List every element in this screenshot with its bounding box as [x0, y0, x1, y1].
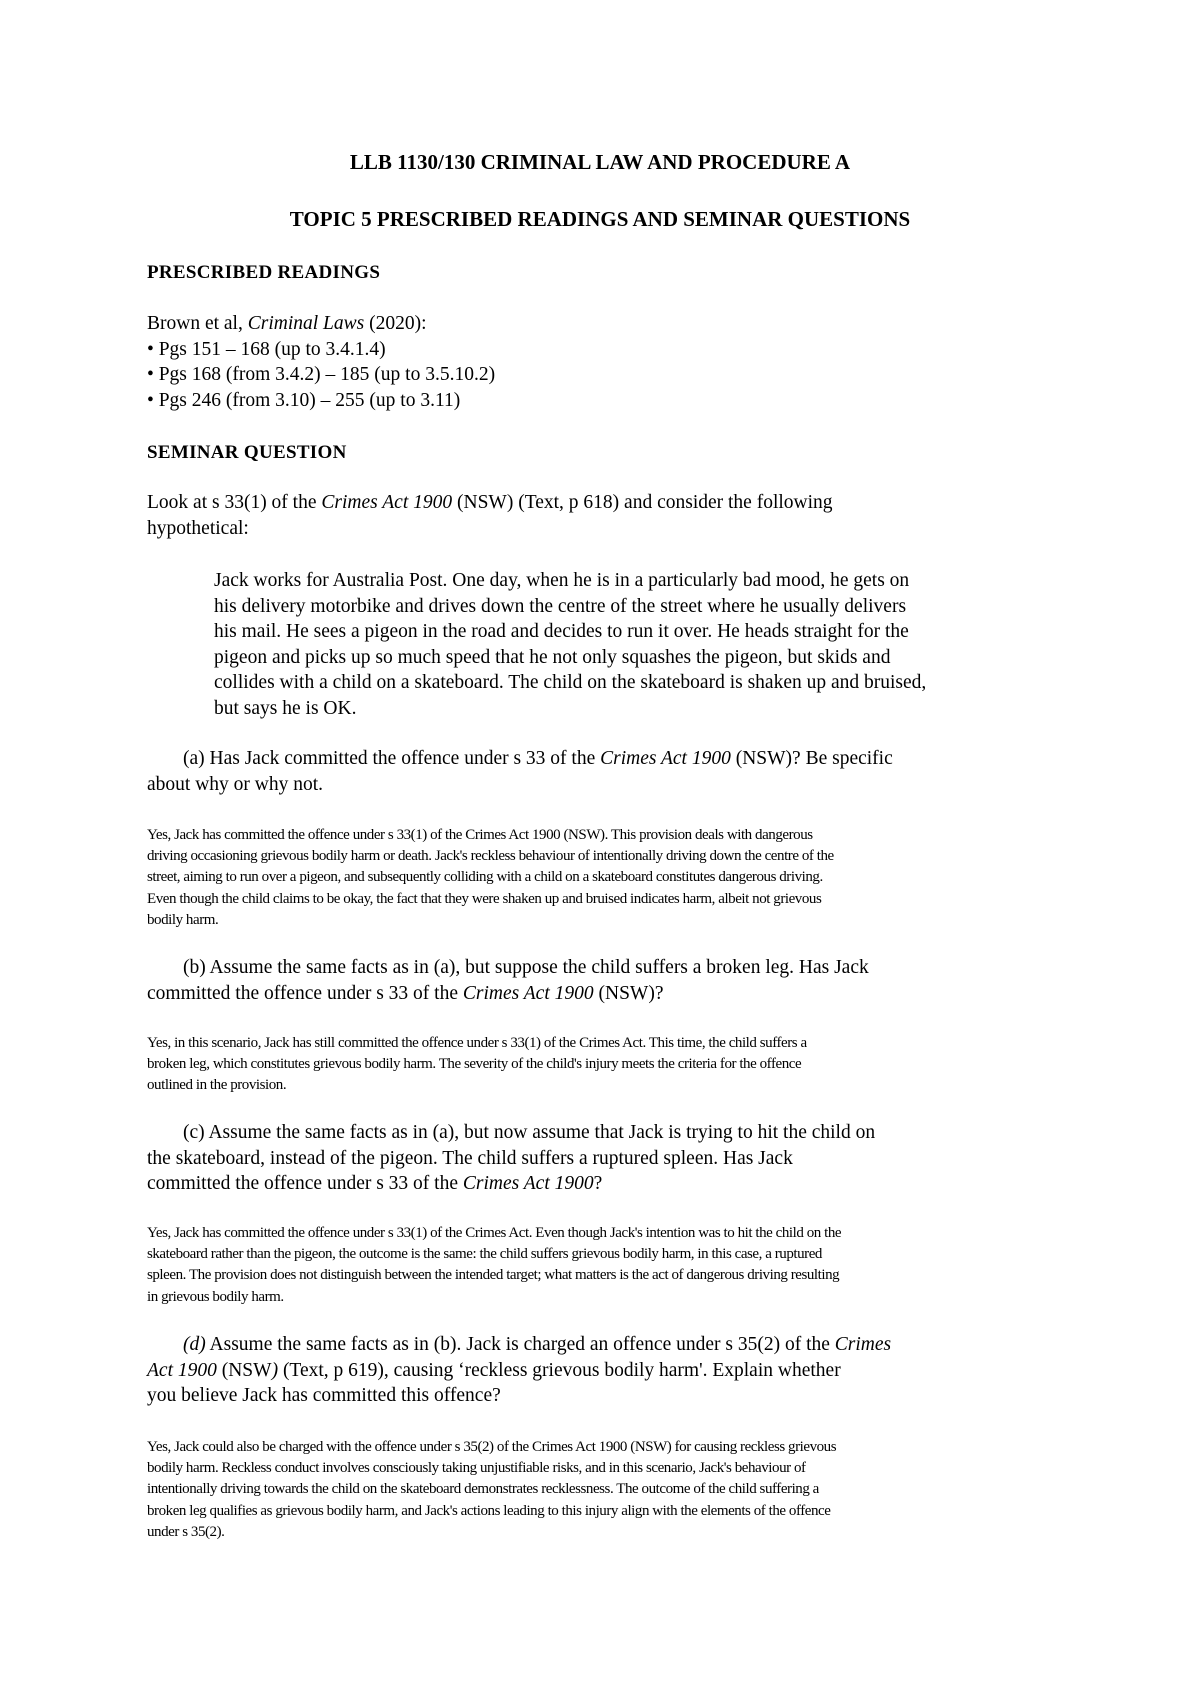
- readings-source: Brown et al, Criminal Laws (2020):: [147, 313, 427, 334]
- question-b: (b) Assume the same facts as in (a), but suppose the child suffers a broken leg. Has Jack committed the offence under s 33 of the Crimes Act 1900 (NSW)?: [147, 957, 869, 1004]
- question-c: (c) Assume the same facts as in (a), but now assume that Jack is trying to hit the child on the skateboard, instead of the pigeon. The child suffers a ruptured spleen. Has Jack committed the offence under s 33 of the Crimes Act 1900?: [147, 1122, 876, 1194]
- question-a: (a) Has Jack committed the offence under s 33 of the Crimes Act 1900 (NSW)? Be specific about why or why not.: [147, 748, 893, 795]
- readings-list: [147, 311, 495, 413]
- answer-a: Yes, Jack has committed the offence under s 33(1) of the Crimes Act 1900 (NSW). This provision deals with dangerous driving occasioning grievous bodily harm or death. Jack's reckless behaviour of intentionally driving down the centre of the street, aiming to run over a pigeon, and subsequently colliding with a child on a skateboard constitutes dangerous driving. Even though the child claims to be okay, the fact that they were shaken up and bruised indicates harm, albeit not grievous bodily harm.: [147, 827, 834, 928]
- seminar-question-heading: SEMINAR QUESTION: [147, 442, 347, 463]
- document-subtitle: TOPIC 5 PRESCRIBED READINGS AND SEMINAR QUESTIONS: [289, 207, 911, 231]
- reading-item: • Pgs 168 (from 3.4.2) – 185 (up to 3.5.10.2): [147, 364, 496, 385]
- hypothetical-scenario: Jack works for Australia Post. One day, when he is in a particularly bad mood, he gets on his delivery motorbike and drives down the centre of the street where he usually delivers his mail. He sees a pigeon in the road and decides to run it over. He heads straight for the pigeon and picks up so much speed that he not only squashes the pigeon, but skids and collides with a child on a skateboard. The child on the skateboard is shaken up and bruised, but says he is OK.: [214, 570, 927, 719]
- document-title: LLB 1130/130 CRIMINAL LAW AND PROCEDURE A: [349, 150, 851, 174]
- reading-item: • Pgs 151 – 168 (up to 3.4.1.4): [147, 338, 386, 360]
- answer-d: Yes, Jack could also be charged with the offence under s 35(2) of the Crimes Act 1900 (NSW) for causing reckless grievous bodily harm. Reckless conduct involves consciously taking unjustifiable risks, and in this scenario, Jack's behaviour of intentionally driving towards the child on the skateboard demonstrates recklessness. The outcome of the child suffering a broken leg qualifies as grievous bodily harm, and Jack's actions leading to this injury align with the elements of the offence under s 35(2).: [147, 1439, 837, 1540]
- answer-c: Yes, Jack has committed the offence under s 33(1) of the Crimes Act. Even though Jack's intention was to hit the child on the skateboard rather than the pigeon, the outcome is the same: the child suffers grievous bodily harm, in this case, a ruptured spleen. The provision does not distinguish between the intended target; what matters is the act of dangerous driving resulting in grievous bodily harm.: [147, 1225, 842, 1305]
- prescribed-readings-heading: PRESCRIBED READINGS: [147, 262, 381, 283]
- answer-b: Yes, in this scenario, Jack has still committed the offence under s 33(1) of the Crimes Act. This time, the child suffers a broken leg, which constitutes grievous bodily harm. The severity of the child's injury meets the criteria for the offence outlined in the provision.: [147, 1035, 807, 1094]
- question-d: (d) Assume the same facts as in (b). Jack is charged an offence under s 35(2) of the Crimes Act 1900 (NSW) (Text, p 619), causing ‘reckless grievous bodily harm'. Explain whether you believe Jack has committed this offence?: [147, 1334, 892, 1406]
- reading-item: • Pgs 246 (from 3.10) – 255 (up to 3.11): [147, 389, 461, 411]
- seminar-intro: Look at s 33(1) of the Crimes Act 1900 (NSW) (Text, p 618) and consider the following hypothetical:: [147, 492, 833, 539]
